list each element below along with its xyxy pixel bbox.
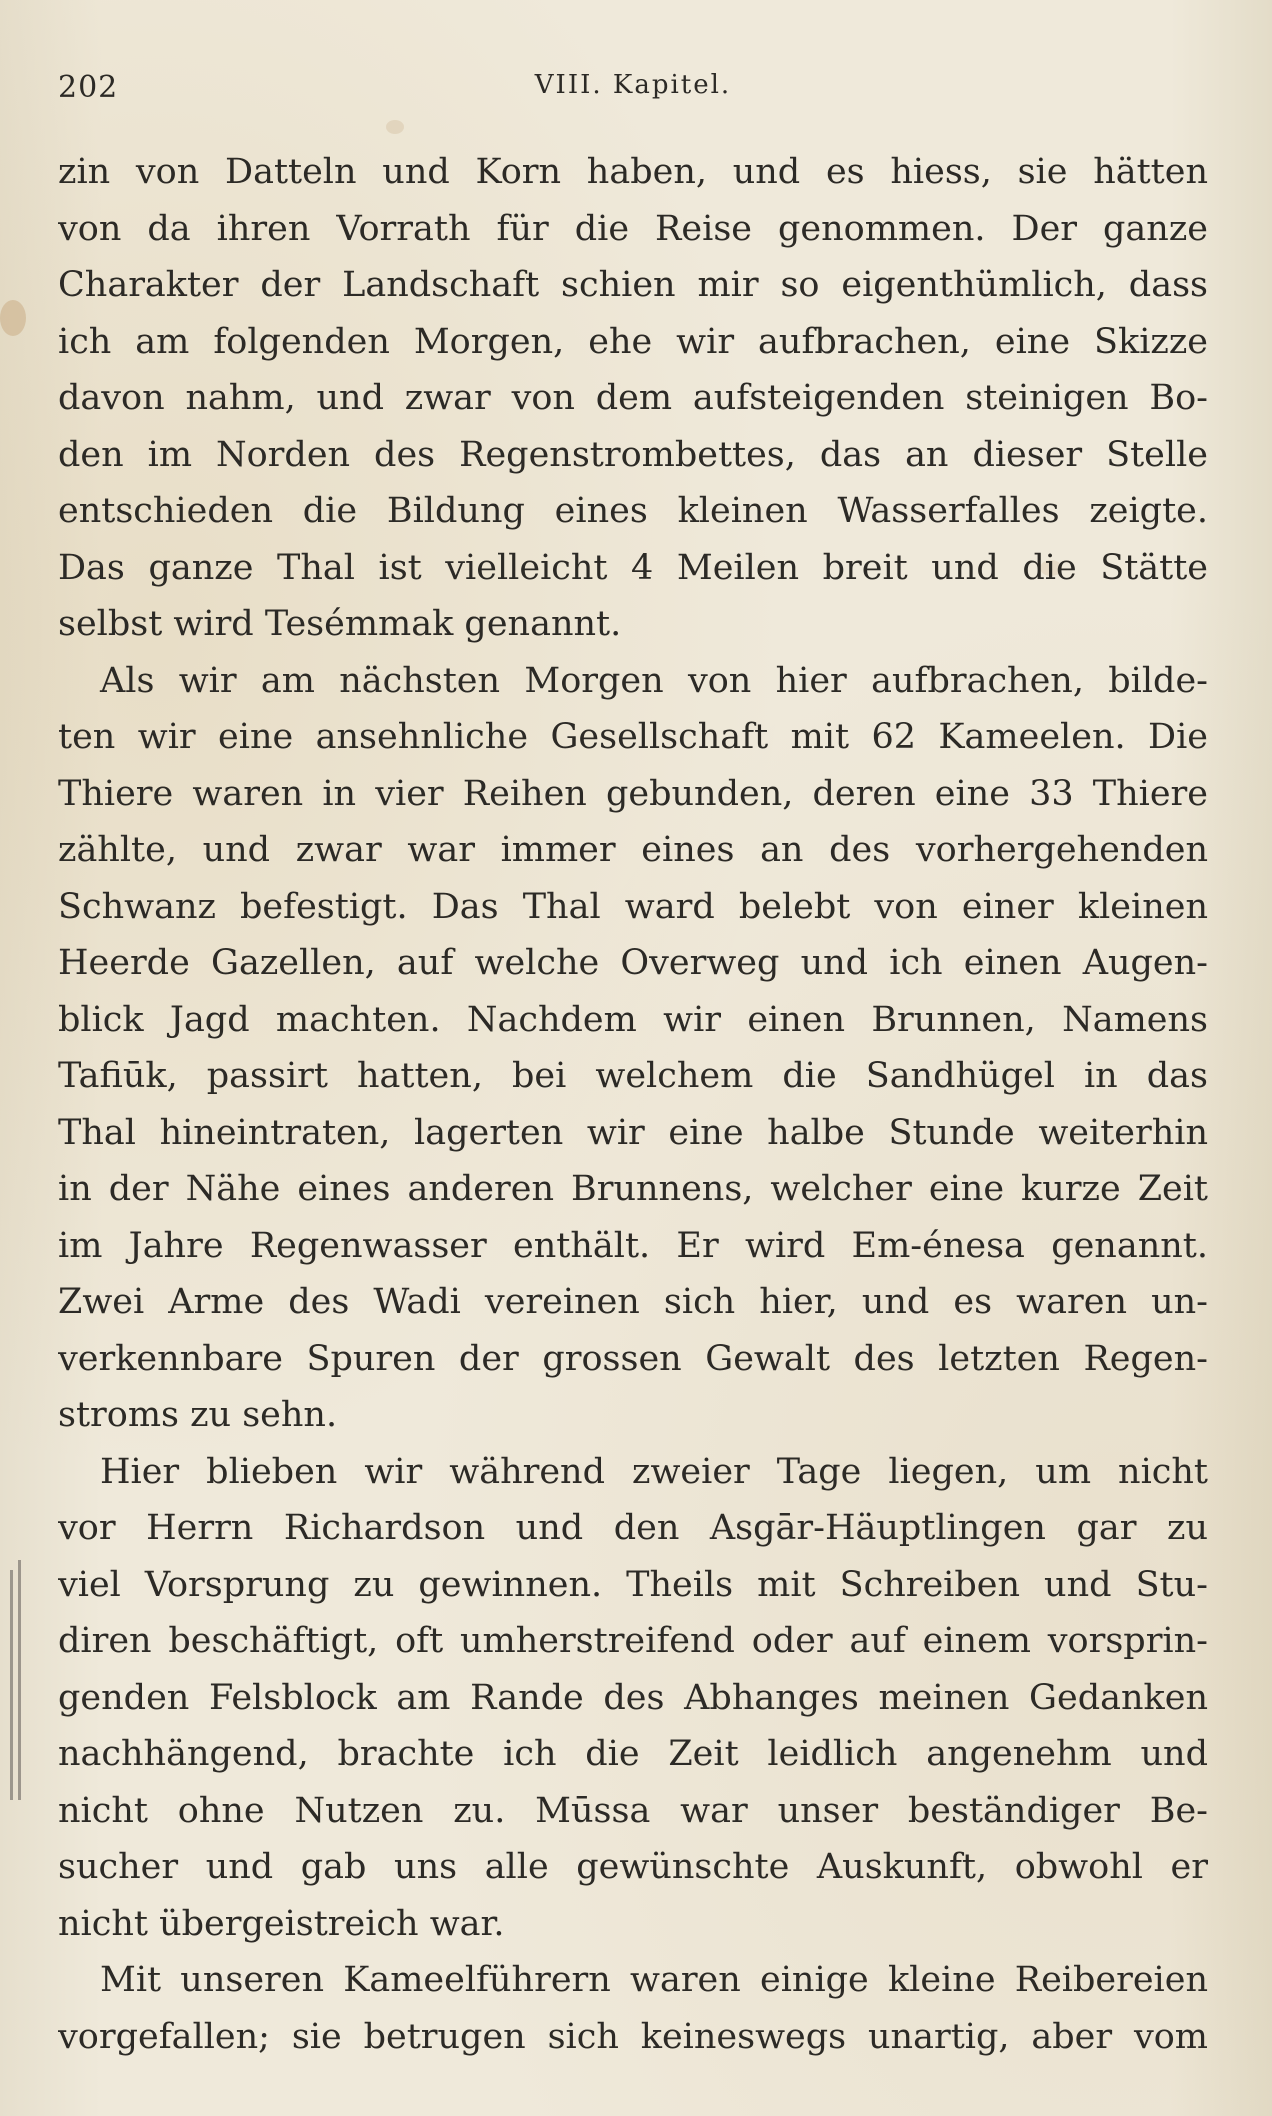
paragraph [58,1444,1208,1953]
text-line: Als wir am nächsten Morgen von hier aufbrachen, bilde- [100,660,1208,701]
paper-stain [386,120,404,134]
page-header [58,70,1208,110]
text-line: zin von Datteln und Korn haben, und es hiess, sie hätten [58,152,1208,192]
text-line: stroms zu sehn. [58,1395,338,1435]
text-line: nicht übergeistreich war. [58,1903,505,1944]
text-line: selbst wird Tesémmak genannt. [58,604,622,644]
paragraph [58,653,1208,1444]
text-line: nicht ohne Nutzen zu. Mūssa war unser beständiger Be- [58,1790,1208,1831]
running-head: VIII. Kapitel. [534,70,732,100]
paper-stain [0,300,26,336]
text-line: sucher und gab uns alle gewünschte Auskunft, obwohl er [58,1847,1208,1887]
page-number: 202 [58,70,119,105]
text-line: Thiere waren in vier Reihen gebunden, deren eine 33 Thiere [58,773,1208,814]
text-line: Tafiūk, passirt hatten, bei welchem die Sandhügel in das [58,1056,1208,1096]
text-line: von da ihren Vorrath für die Reise genommen. Der ganze [58,208,1208,249]
text-line: Thal hineintraten, lagerten wir eine halbe Stunde weiterhin [58,1112,1208,1153]
paragraph [58,144,1208,653]
text-line: ich am folgenden Morgen, ehe wir aufbrachen, eine Skizze [58,321,1208,362]
text-line: Mit unseren Kameelführern waren einige kleine Reibereien [100,1960,1208,2000]
text-line: davon nahm, und zwar von dem aufsteigenden steinigen Bo- [58,378,1208,418]
text-line: den im Norden des Regenstrombettes, das an dieser Stelle [58,434,1208,475]
body-text [58,144,1208,2065]
text-line: Schwanz befestigt. Das Thal ward belebt von einer kleinen [58,886,1208,927]
text-line: vor Herrn Richardson und den Asgār-Häuptlingen gar zu [58,1508,1208,1548]
text-line: ten wir eine ansehnliche Gesellschaft mit 62 Kameelen. Die [58,717,1208,757]
text-line: entschieden die Bildung eines kleinen Wasserfalles zeigte. [58,491,1208,531]
text-line: blick Jagd machten. Nachdem wir einen Brunnen, Namens [58,999,1208,1040]
text-line: viel Vorsprung zu gewinnen. Theils mit Schreiben und Stu- [58,1564,1208,1605]
text-line: nachhängend, brachte ich die Zeit leidlich angenehm und [58,1734,1208,1774]
text-line: Hier blieben wir während zweier Tage liegen, um nicht [100,1451,1208,1492]
paragraph [58,1952,1208,2065]
text-line: Heerde Gazellen, auf welche Overweg und ich einen Augen- [58,943,1208,983]
text-line: vorgefallen; sie betrugen sich keineswegs unartig, aber vom [58,2016,1208,2057]
text-line: Charakter der Landschaft schien mir so eigenthümlich, dass [58,265,1208,305]
text-line: Zwei Arme des Wadi vereinen sich hier, und es waren un- [58,1282,1208,1322]
text-line: diren beschäftigt, oft umherstreifend oder auf einem vorsprin- [58,1621,1208,1661]
text-line: zählte, und zwar war immer eines an des vorhergehenden [58,830,1208,870]
text-line: genden Felsblock am Rande des Abhanges meinen Gedanken [58,1677,1208,1718]
text-line: verkennbare Spuren der grossen Gewalt des letzten Regen- [58,1338,1208,1379]
text-line: im Jahre Regenwasser enthält. Er wird Em-énesa genannt. [58,1225,1208,1266]
margin-pencil-mark [8,1560,28,1800]
text-line: Das ganze Thal ist vielleicht 4 Meilen breit und die Stätte [58,547,1208,588]
text-line: in der Nähe eines anderen Brunnens, welcher eine kurze Zeit [58,1169,1208,1209]
